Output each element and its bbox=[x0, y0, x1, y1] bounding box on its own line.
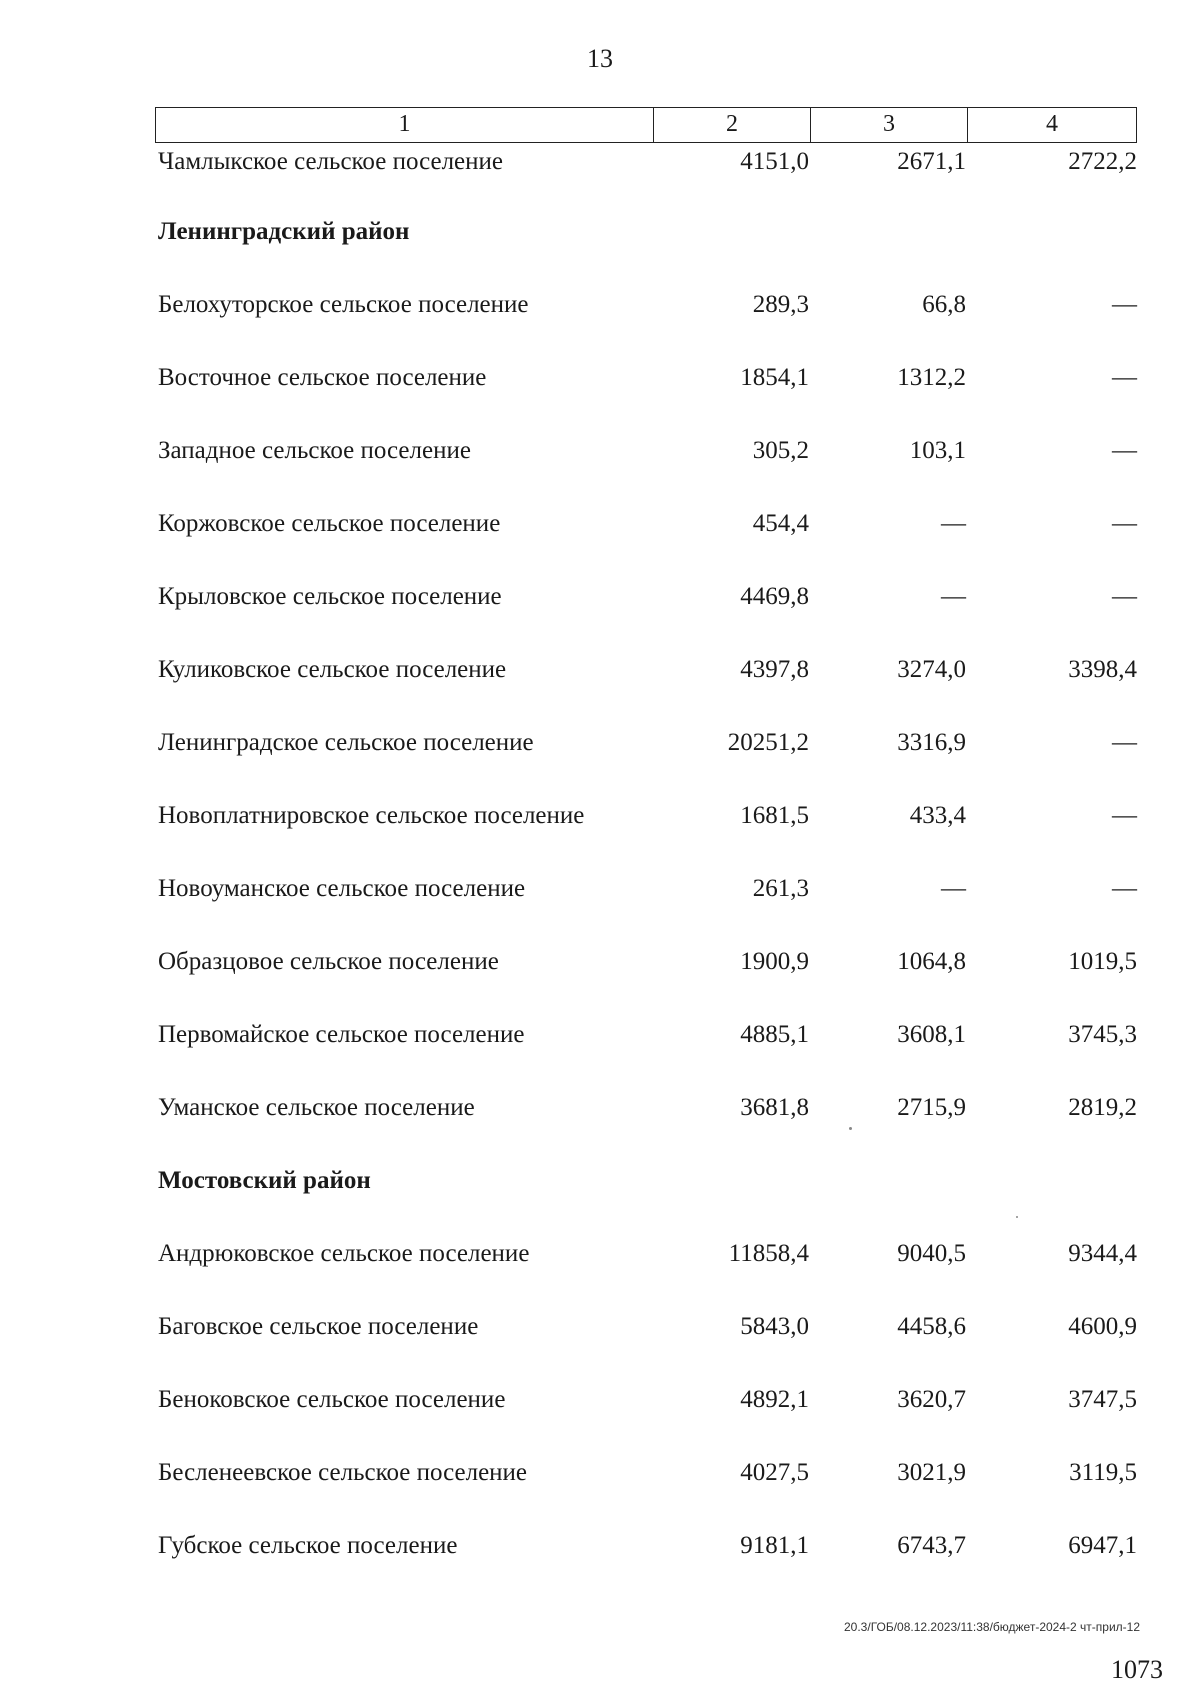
settlement-name: Баговское сельское поселение bbox=[158, 1313, 479, 1340]
header-cell-4: 4 bbox=[1046, 111, 1058, 137]
value-col-3: 433,4 bbox=[909, 802, 966, 829]
table-row bbox=[155, 1529, 1137, 1602]
value-col-4: — bbox=[1112, 291, 1137, 318]
value-col-3: — bbox=[941, 510, 966, 537]
value-col-3: 3274,0 bbox=[897, 656, 966, 683]
document-code: 20.3/ГОБ/08.12.2023/11:38/бюджет-2024-2 чт-прил-12 bbox=[844, 1620, 1140, 1634]
table-row bbox=[155, 507, 1137, 580]
value-col-4: 3747,5 bbox=[1068, 1386, 1137, 1413]
value-col-3: 66,8 bbox=[922, 291, 966, 318]
settlement-name: Восточное сельское поселение bbox=[158, 364, 487, 391]
value-col-2: 3681,8 bbox=[740, 1094, 809, 1121]
table-row bbox=[155, 799, 1137, 872]
value-col-3: — bbox=[941, 583, 966, 610]
settlement-name: Белохуторское сельское поселение bbox=[158, 291, 529, 318]
table-row bbox=[155, 1383, 1137, 1456]
table-row bbox=[155, 361, 1137, 434]
value-col-3: 103,1 bbox=[909, 437, 966, 464]
value-col-2: 4885,1 bbox=[740, 1021, 809, 1048]
settlement-name: Крыловское сельское поселение bbox=[158, 583, 502, 610]
value-col-3: 3620,7 bbox=[897, 1386, 966, 1413]
value-col-2: 4027,5 bbox=[740, 1459, 809, 1486]
table-row bbox=[155, 653, 1137, 726]
table-row bbox=[155, 872, 1137, 945]
value-col-4: 3398,4 bbox=[1068, 656, 1137, 683]
header-cell-3: 3 bbox=[811, 108, 968, 142]
value-col-4: 1019,5 bbox=[1068, 948, 1137, 975]
table-body bbox=[155, 145, 1137, 1602]
settlement-name: Новоплатнировское сельское поселение bbox=[158, 802, 585, 829]
settlement-name: Бесленеевское сельское поселение bbox=[158, 1459, 528, 1486]
district-name: Ленинградский район bbox=[158, 218, 410, 245]
value-col-2: 1854,1 bbox=[740, 364, 809, 391]
value-col-3: 9040,5 bbox=[897, 1240, 966, 1267]
table-row bbox=[155, 288, 1137, 361]
value-col-2: 9181,1 bbox=[740, 1532, 809, 1559]
value-col-2: 4151,0 bbox=[740, 148, 809, 175]
table-row bbox=[155, 1018, 1137, 1091]
value-col-4: — bbox=[1112, 729, 1137, 756]
settlement-name: Уманское сельское поселение bbox=[158, 1094, 475, 1121]
value-col-2: 5843,0 bbox=[740, 1313, 809, 1340]
value-col-2: 4469,8 bbox=[740, 583, 809, 610]
value-col-4: — bbox=[1112, 510, 1137, 537]
table-row bbox=[155, 1456, 1137, 1529]
value-col-2: 4892,1 bbox=[740, 1386, 809, 1413]
value-col-3: 1064,8 bbox=[897, 948, 966, 975]
table-row bbox=[155, 1091, 1137, 1164]
value-col-4: 3745,3 bbox=[1068, 1021, 1137, 1048]
scan-speck bbox=[849, 1127, 852, 1130]
value-col-3: 2671,1 bbox=[897, 148, 966, 175]
table-row bbox=[155, 580, 1137, 653]
settlement-name: Первомайское сельское поселение bbox=[158, 1021, 525, 1048]
settlement-name: Новоуманское сельское поселение bbox=[158, 875, 526, 902]
page-number: 13 bbox=[587, 44, 613, 73]
value-col-4: 6947,1 bbox=[1068, 1532, 1137, 1559]
scan-speck bbox=[1016, 1216, 1018, 1218]
value-col-2: 1681,5 bbox=[740, 802, 809, 829]
value-col-3: 6743,7 bbox=[897, 1532, 966, 1559]
value-col-3: 1312,2 bbox=[897, 364, 966, 391]
table-row bbox=[155, 145, 1137, 215]
value-col-2: 454,4 bbox=[752, 510, 809, 537]
table-row bbox=[155, 945, 1137, 1018]
value-col-4: 4600,9 bbox=[1068, 1313, 1137, 1340]
settlement-name: Беноковское сельское поселение bbox=[158, 1386, 506, 1413]
value-col-2: 261,3 bbox=[752, 875, 809, 902]
value-col-2: 20251,2 bbox=[727, 729, 809, 756]
settlement-name: Образцовое сельское поселение bbox=[158, 948, 499, 975]
value-col-2: 305,2 bbox=[752, 437, 809, 464]
value-col-3: 2715,9 bbox=[897, 1094, 966, 1121]
value-col-4: — bbox=[1112, 875, 1137, 902]
value-col-3: 4458,6 bbox=[897, 1313, 966, 1340]
settlement-name: Западное сельское поселение bbox=[158, 437, 471, 464]
settlement-name: Губское сельское поселение bbox=[158, 1532, 458, 1559]
settlement-name: Куликовское сельское поселение bbox=[158, 656, 507, 683]
settlement-name: Коржовское сельское поселение bbox=[158, 510, 501, 537]
table-row bbox=[155, 434, 1137, 507]
table-header-row bbox=[155, 107, 1137, 143]
value-col-4: — bbox=[1112, 802, 1137, 829]
value-col-4: 2722,2 bbox=[1068, 148, 1137, 175]
value-col-2: 1900,9 bbox=[740, 948, 809, 975]
district-heading-row bbox=[155, 215, 1137, 288]
value-col-3: — bbox=[941, 875, 966, 902]
table-row bbox=[155, 1310, 1137, 1383]
value-col-2: 11858,4 bbox=[728, 1240, 809, 1267]
district-name: Мостовский район bbox=[158, 1167, 371, 1194]
settlement-name: Андрюковское сельское поселение bbox=[158, 1240, 530, 1267]
value-col-4: 3119,5 bbox=[1069, 1459, 1137, 1486]
sheet-number: 1073 bbox=[1111, 1655, 1163, 1684]
value-col-4: — bbox=[1112, 364, 1137, 391]
value-col-3: 3021,9 bbox=[897, 1459, 966, 1486]
district-heading-row bbox=[155, 1164, 1137, 1237]
value-col-2: 4397,8 bbox=[740, 656, 809, 683]
table-row bbox=[155, 726, 1137, 799]
table-row bbox=[155, 1237, 1137, 1310]
value-col-4: — bbox=[1112, 437, 1137, 464]
value-col-3: 3608,1 bbox=[897, 1021, 966, 1048]
value-col-2: 289,3 bbox=[752, 291, 809, 318]
header-cell-1: 1 bbox=[156, 108, 654, 142]
settlement-name: Ленинградское сельское поселение bbox=[158, 729, 534, 756]
value-col-4: — bbox=[1112, 583, 1137, 610]
header-cell-2: 2 bbox=[654, 108, 811, 142]
settlement-name: Чамлыкское сельское поселение bbox=[158, 148, 504, 175]
value-col-3: 3316,9 bbox=[897, 729, 966, 756]
value-col-4: 9344,4 bbox=[1068, 1240, 1137, 1267]
value-col-4: 2819,2 bbox=[1068, 1094, 1137, 1121]
